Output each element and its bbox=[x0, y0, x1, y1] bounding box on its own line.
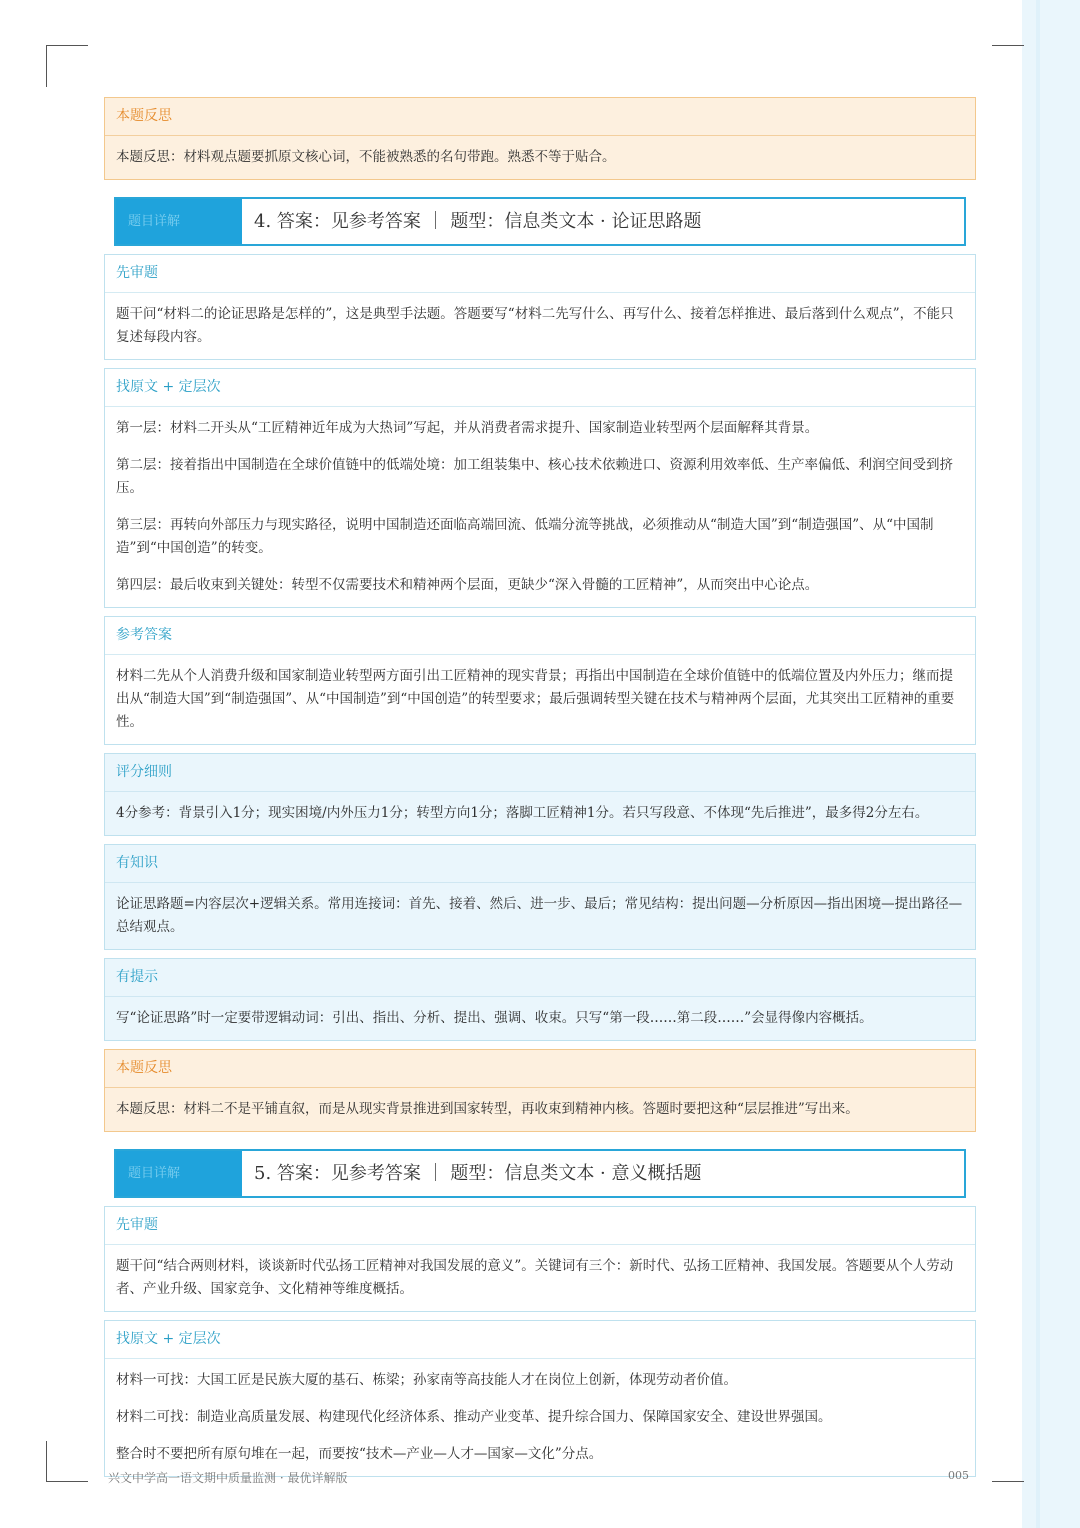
section-tag: 题目详解 bbox=[116, 199, 242, 244]
paragraph: 整合时不要把所有原句堆在一起，而要按“技术—产业—人才—国家—文化”分点。 bbox=[116, 1446, 603, 1462]
find-source-box bbox=[104, 368, 976, 608]
box-body bbox=[105, 407, 975, 607]
reference-answer-box bbox=[104, 616, 976, 745]
paragraph: 材料一可找：大国工匠是民族大厦的基石、栋梁；孙家南等高技能人才在岗位上创新，体现劳动者价值。 bbox=[116, 1372, 737, 1388]
reflection-body bbox=[105, 1088, 975, 1131]
footer-title: 兴文中学高一语文期中质量监测 · 最优详解版 bbox=[108, 1471, 348, 1485]
reflection-body bbox=[105, 136, 975, 179]
crop-mark-top-right-h bbox=[992, 45, 1024, 46]
scoring-rules-box bbox=[104, 753, 976, 836]
box-body bbox=[105, 655, 975, 744]
find-source-box bbox=[104, 1320, 976, 1477]
box-body bbox=[105, 997, 975, 1040]
box-body bbox=[105, 883, 975, 949]
box-title: 评分细则 bbox=[105, 754, 975, 792]
reflection-box bbox=[104, 1049, 976, 1132]
question-5-header bbox=[114, 1149, 966, 1198]
paragraph: 写“论证思路”时一定要带逻辑动词：引出、指出、分析、提出、强调、收束。只写“第一段……第二段……”会显得像内容概括。 bbox=[116, 1010, 873, 1026]
paragraph: 材料二先从个人消费升级和国家制造业转型两方面引出工匠精神的现实背景；再指出中国制造在全球价值链中的低端位置及内外压力；继而提出从“制造大国”到“制造强国”、从“中国制造”到“中国创造”的转型要求；最后强调转型关键在技术与精神两个层面，尤其突出工匠精神的重要性。 bbox=[116, 668, 955, 730]
question-4-header bbox=[114, 197, 966, 246]
section-tag: 题目详解 bbox=[116, 1151, 242, 1196]
knowledge-box bbox=[104, 844, 976, 950]
paragraph: 第三层：再转向外部压力与现实路径，说明中国制造还面临高端回流、低端分流等挑战，必须推动从“制造大国”到“制造强国”、从“中国制造”到“中国创造”的转变。 bbox=[116, 517, 934, 556]
box-body bbox=[105, 792, 975, 835]
right-edge-line bbox=[1036, 0, 1040, 1528]
crop-mark-bottom-right-h bbox=[992, 1481, 1024, 1482]
crop-mark-bottom-left-v bbox=[46, 1441, 47, 1481]
box-body bbox=[105, 1245, 975, 1311]
paragraph: 材料二可找：制造业高质量发展、构建现代化经济体系、推动产业变革、提升综合国力、保障国家安全、建设世界强国。 bbox=[116, 1409, 832, 1425]
paragraph: 本题反思：材料观点题要抓原文核心词，不能被熟悉的名句带跑。熟悉不等于贴合。 bbox=[116, 149, 616, 165]
box-title: 先审题 bbox=[105, 255, 975, 293]
reflection-title: 本题反思 bbox=[105, 1050, 975, 1088]
crop-mark-top-left-v bbox=[46, 45, 47, 87]
paragraph: 第二层：接着指出中国制造在全球价值链中的低端处境：加工组装集中、核心技术依赖进口、资源利用效率低、生产率偏低、利润空间受到挤压。 bbox=[116, 457, 953, 496]
reflection-title: 本题反思 bbox=[105, 98, 975, 136]
review-question-box bbox=[104, 254, 976, 360]
paragraph: 论证思路题=内容层次+逻辑关系。常用连接词：首先、接着、然后、进一步、最后；常见结构：提出问题—分析原因—指出困境—提出路径—总结观点。 bbox=[116, 896, 963, 935]
box-title: 找原文 + 定层次 bbox=[105, 369, 975, 407]
reflection-box bbox=[104, 97, 976, 180]
box-body bbox=[105, 1359, 975, 1476]
review-question-box bbox=[104, 1206, 976, 1312]
question-5-title: 5. 答案：见参考答案 ｜ 题型：信息类文本 · 意义概括题 bbox=[254, 1163, 702, 1184]
paragraph: 本题反思：材料二不是平铺直叙，而是从现实背景推进到国家转型，再收束到精神内核。答题时要把这种“层层推进”写出来。 bbox=[116, 1101, 859, 1117]
right-edge-strip bbox=[1022, 0, 1080, 1528]
box-title: 有知识 bbox=[105, 845, 975, 883]
crop-mark-bottom-left-h bbox=[46, 1481, 88, 1482]
box-title: 有提示 bbox=[105, 959, 975, 997]
paragraph: 第四层：最后收束到关键处：转型不仅需要技术和精神两个层面，更缺少“深入骨髓的工匠精神”，从而突出中心论点。 bbox=[116, 577, 819, 593]
paragraph: 题干问“结合两则材料，谈谈新时代弘扬工匠精神对我国发展的意义”。关键词有三个：新时代、弘扬工匠精神、我国发展。答题要从个人劳动者、产业升级、国家竞争、文化精神等维度概括。 bbox=[116, 1258, 954, 1297]
paragraph: 题干问“材料二的论证思路是怎样的”，这是典型手法题。答题要写“材料二先写什么、再写什么、接着怎样推进、最后落到什么观点”，不能只复述每段内容。 bbox=[116, 306, 954, 345]
box-body bbox=[105, 293, 975, 359]
hint-box bbox=[104, 958, 976, 1041]
page-number: 005 bbox=[948, 1469, 969, 1482]
question-4-title: 4. 答案：见参考答案 ｜ 题型：信息类文本 · 论证思路题 bbox=[254, 211, 702, 232]
box-title: 找原文 + 定层次 bbox=[105, 1321, 975, 1359]
box-title: 参考答案 bbox=[105, 617, 975, 655]
page-content bbox=[104, 97, 976, 1485]
crop-mark-top-left-h bbox=[46, 45, 88, 46]
paragraph: 4分参考：背景引入1分；现实困境/内外压力1分；转型方向1分；落脚工匠精神1分。若只写段意、不体现“先后推进”，最多得2分左右。 bbox=[116, 805, 929, 821]
paragraph: 第一层：材料二开头从“工匠精神近年成为大热词”写起，并从消费者需求提升、国家制造业转型两个层面解释其背景。 bbox=[116, 420, 819, 436]
box-title: 先审题 bbox=[105, 1207, 975, 1245]
